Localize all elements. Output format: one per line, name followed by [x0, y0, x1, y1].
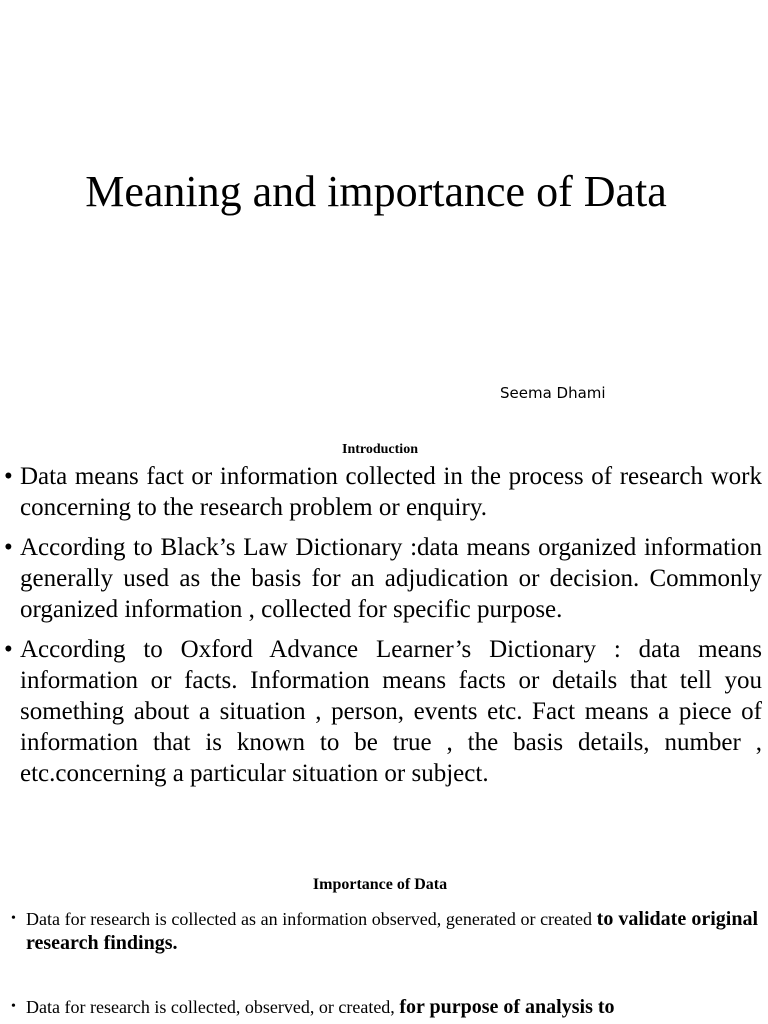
importance-item-text: Data for research is collected as an information observed, generated or created	[26, 909, 597, 929]
importance-heading: Importance of Data	[312, 876, 448, 893]
introduction-list	[0, 461, 762, 789]
introduction-item-text: According to Black’s Law Dictionary :data means organized information generally used as the basis for an adjudication or decision. Commonly organized information , collected for specific purpose.	[20, 534, 762, 623]
bullet-icon: •	[11, 911, 16, 926]
bullet-icon: •	[4, 534, 13, 561]
introduction-item	[0, 532, 762, 625]
importance-item-emphasis: for purpose of analysis to	[399, 996, 615, 1018]
importance-item-emphasis: to validate original research findings.	[26, 908, 758, 954]
importance-item-text: Data for research is collected, observed, or created,	[26, 997, 400, 1017]
author-name: Seema Dhami	[500, 384, 606, 402]
introduction-heading: Introduction	[342, 442, 418, 457]
importance-item	[0, 907, 758, 955]
slide-title: Meaning and importance of Data	[85, 167, 667, 216]
introduction-item	[0, 461, 762, 523]
introduction-item	[0, 634, 762, 789]
importance-item	[0, 995, 758, 1019]
introduction-item-text: According to Oxford Advance Learner’s Dictionary : data means information or facts. Information means facts or details that tell you something about a situation , person, events etc. Fact means a piece of information that is known to be true , the basis details, number , etc.concerning a particular situation or subject.	[20, 636, 762, 787]
importance-list	[0, 907, 758, 1019]
bullet-icon: •	[4, 463, 13, 490]
introduction-item-text: Data means fact or information collected in the process of research work concerning to the research problem or enquiry.	[20, 463, 762, 521]
bullet-icon: •	[4, 636, 13, 663]
bullet-icon: •	[11, 999, 16, 1014]
